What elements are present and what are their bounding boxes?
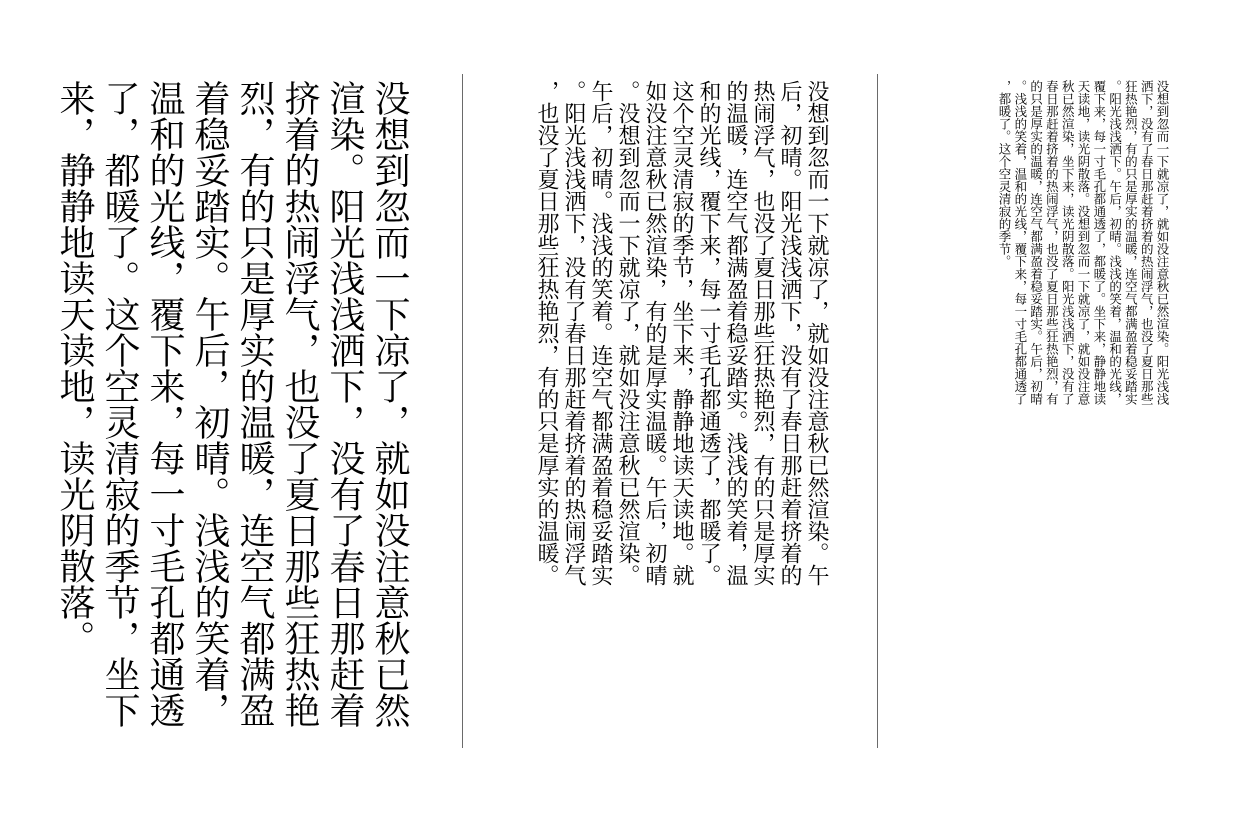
- vertical-text-small: 没想到忽而一下就凉了，就如没注意秋已然渲染。阳光浅浅洒下，没有了春日那赶着挤着的热闹浮气，也没了夏日那些狂热艳烈，有的只是厚实的温暖，连空气都满盈着稳妥踏实。阳光浅浅洒下。午后，初晴。浅浅的笑着，温和的光线，覆下来，每一寸毛孔都通透了，都暖了。坐下来，静静地读天读地，读光阴散落。没想到忽而一下就凉了，就如没注意秋已然渲染，坐下来，读光阴散落。阳光浅浅洒下，没有了春日那赶着挤着的热闹浮气，也没了夏日那些狂热艳烈，有的只是厚实的温暖，连空气都满盈着稳妥踏实。午后，初晴。浅浅的笑着，温和的光线，覆下来，每一寸毛孔都通透了，都暖了。这个空灵清寂的季节。: [997, 80, 1170, 405]
- vertical-text-large: 没想到忽而一下凉了，就如没注意秋已然渲染。阳光浅浅洒下，没有了春日那赶着挤着的热闹浮气，也没了夏日那些狂热艳烈，有的只是厚实的温暖，连空气都满盈着稳妥踏实。午后，初晴。浅浅的笑着，温和的光线，覆下来，每一寸毛孔都通透了，都暖了。这个空灵清寂的季节，坐下来，静静地读天读地，读光阴散落。: [54, 80, 410, 728]
- column-divider-left: [462, 74, 463, 748]
- vertical-text-medium: 没想到忽而一下就凉了，就如没注意秋已然渲染。午后，初晴。阳光浅浅洒下，没有了春日那赶着挤着的热闹浮气，也没了夏日那些狂热艳烈，有的只是厚实的温暖，连空气都满盈着稳妥踏实。浅浅的笑着，温和的光线，覆下来，每一寸毛孔都通透了，都暖了。这个空灵清寂的季节，坐下来，静静地读天读地。就如没注意秋已然渲染，有的是厚实温暖。午后，初晴。没想到忽而一下就凉了，就如没注意秋已然渲染。午后，初晴。浅浅的笑着。连空气都满盈着稳妥踏实。阳光浅浅洒下，没有了春日那赶着挤着的热闹浮气，也没了夏日那些狂热艳烈，有的只是厚实的温暖。: [534, 80, 829, 586]
- column-divider-right: [877, 74, 878, 748]
